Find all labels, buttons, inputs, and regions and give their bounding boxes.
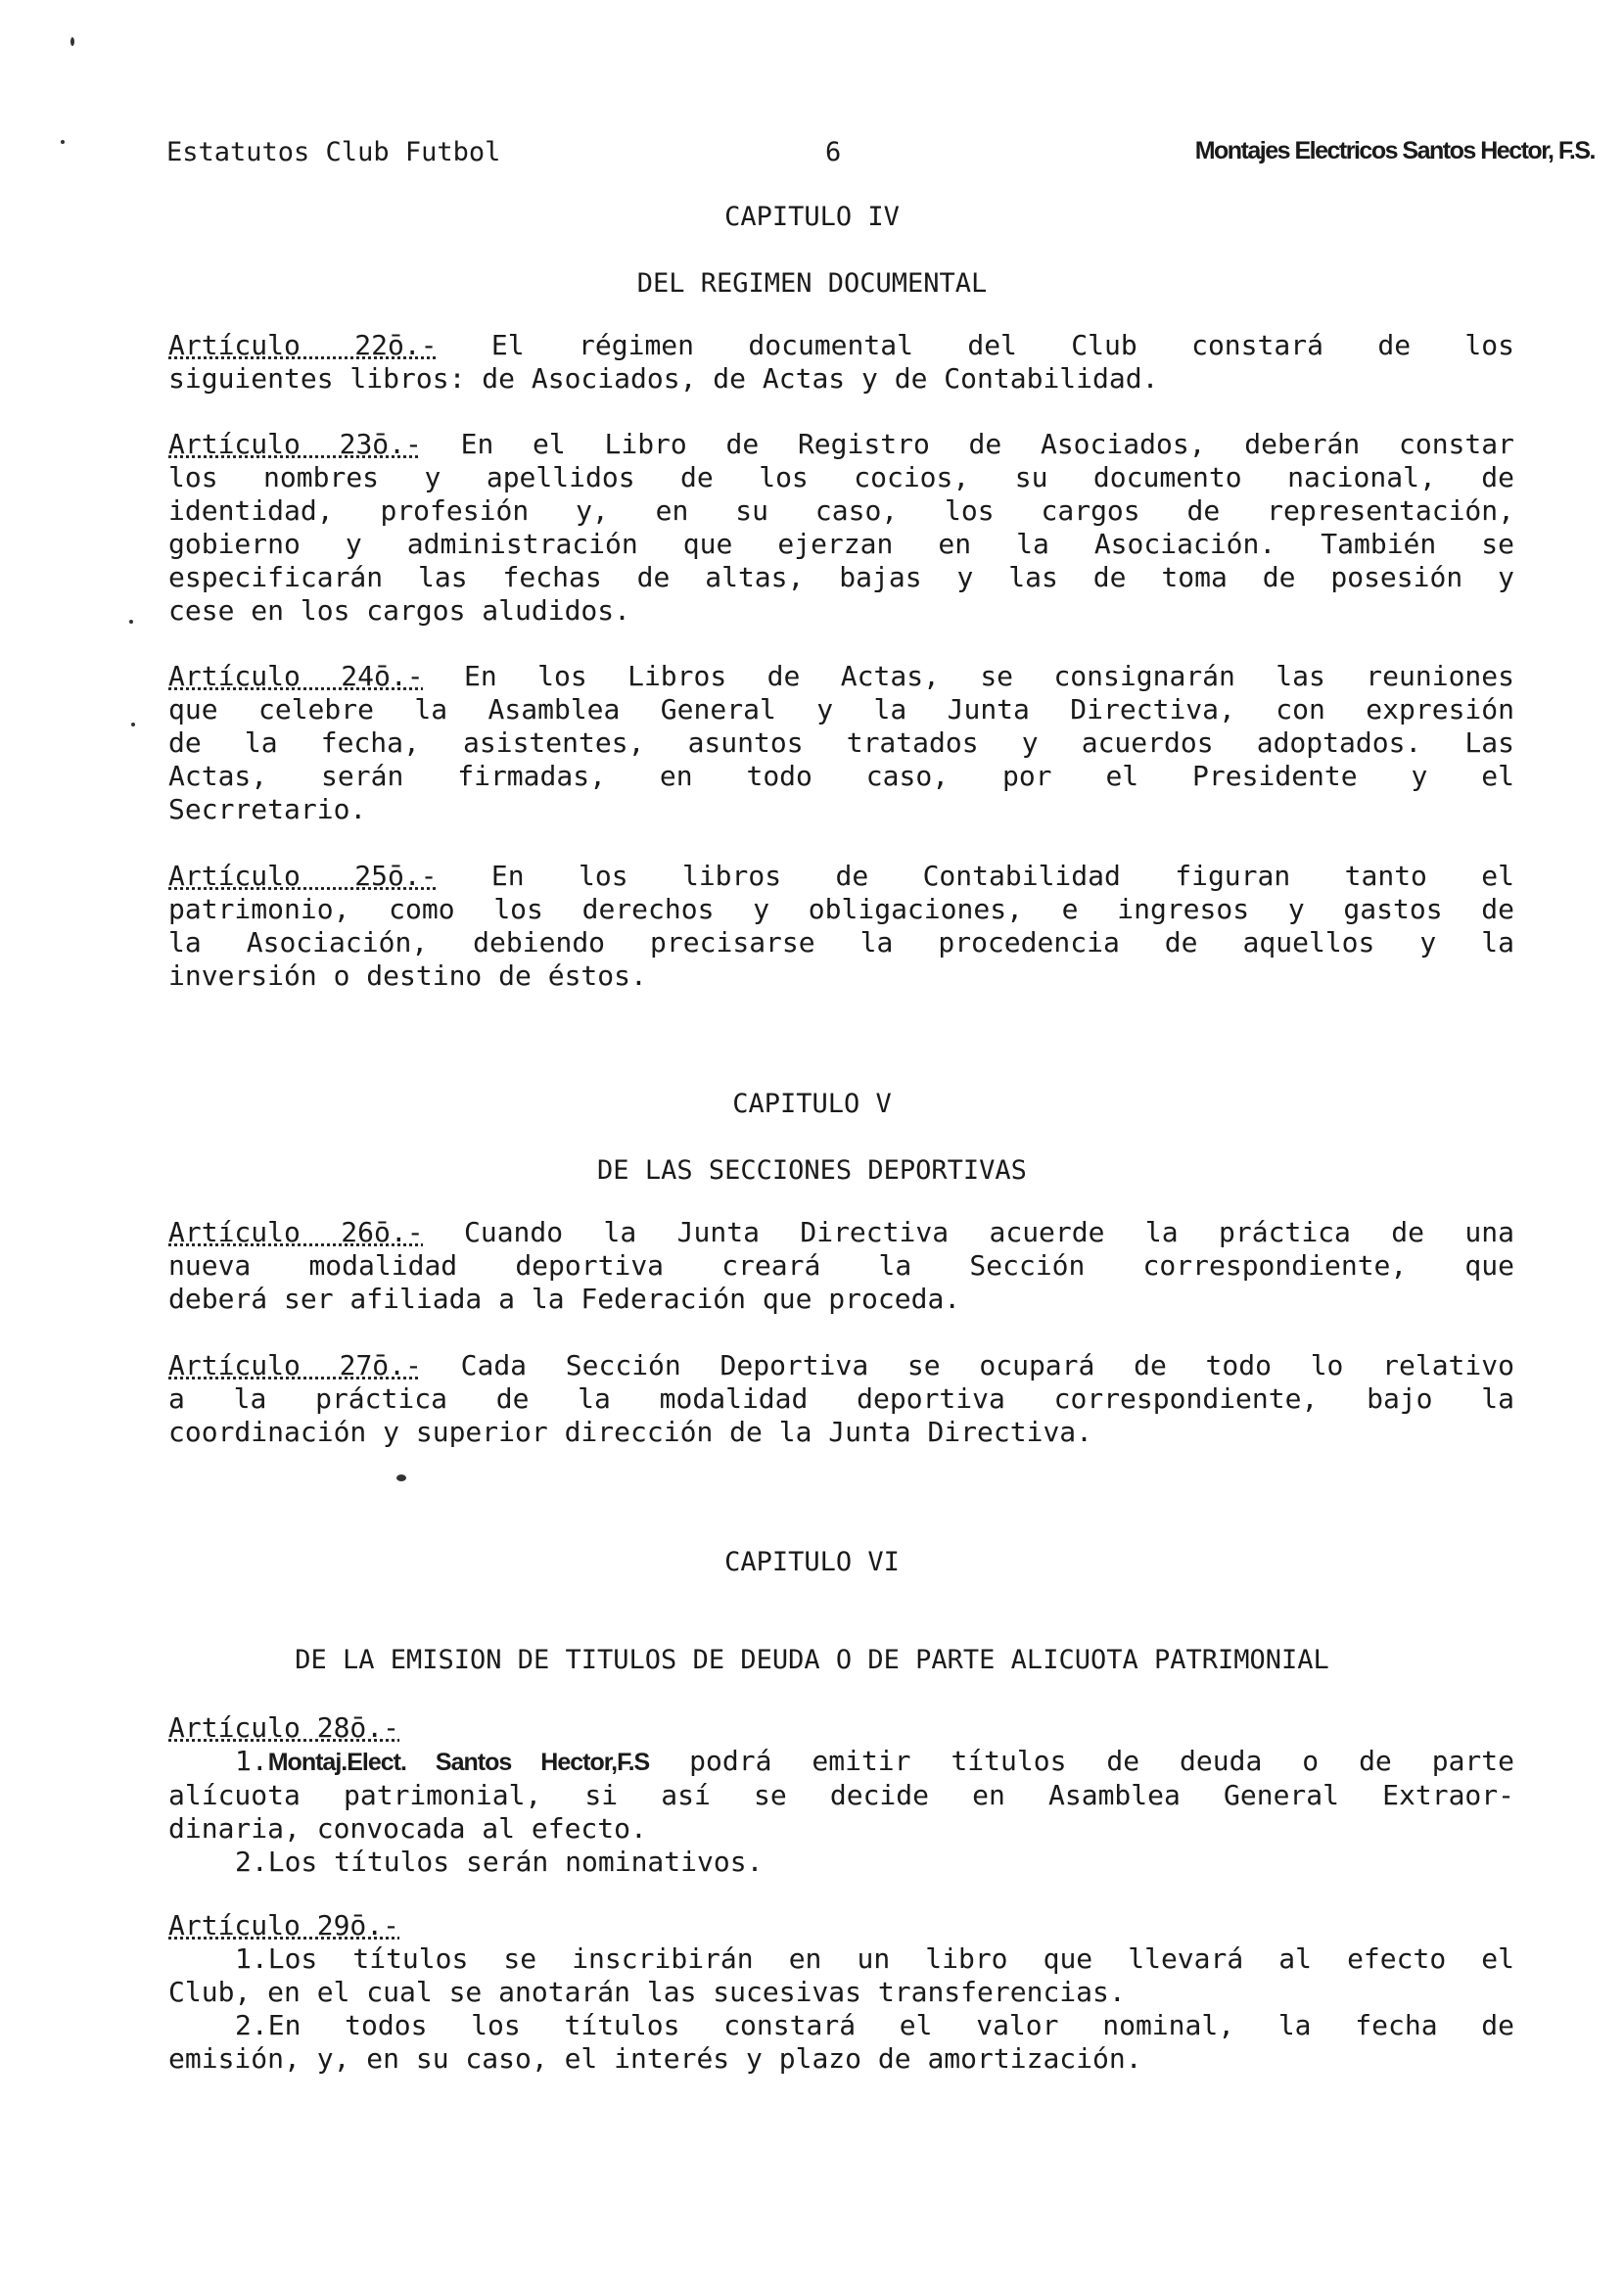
scan-speck bbox=[129, 620, 133, 624]
article-text: cese en los cargos aludidos. bbox=[168, 594, 631, 627]
article-text: 2.Los títulos serán nominativos. bbox=[235, 1846, 764, 1878]
article-text: Secrretario. bbox=[168, 793, 367, 825]
article-label: Artículo 24ō.- bbox=[168, 660, 424, 692]
article-text: 2.En todos los títulos constará el valor nominal, la fecha de bbox=[235, 2009, 1514, 2041]
article-label: Artículo 23ō.- bbox=[168, 428, 422, 460]
item-number: 1. bbox=[235, 1745, 268, 1777]
chapter-subtitle: DE LA EMISION DE TITULOS DE DEUDA O DE PARTE ALICUOTA PATRIMONIAL bbox=[295, 1645, 1329, 1675]
article-text: coordinación y superior dirección de la Junta Directiva. bbox=[168, 1416, 1093, 1448]
running-header-entity: Montajes Electricos Santos Hector, F.S. bbox=[1194, 137, 1595, 164]
article-text: deberá ser afiliada a la Federación que proceda. bbox=[168, 1283, 961, 1315]
chapter-subtitle: DEL REGIMEN DOCUMENTAL bbox=[636, 268, 988, 299]
chapter-title: CAPITULO V bbox=[732, 1089, 892, 1119]
article-27 bbox=[168, 1349, 1514, 1449]
article-text: dinaria, convocada al efecto. bbox=[168, 1812, 647, 1845]
article-label: Artículo 25ō.- bbox=[168, 860, 438, 892]
scan-speck bbox=[70, 37, 74, 46]
chapter-title: CAPITULO VI bbox=[724, 1547, 900, 1577]
article-text: de la fecha, asistentes, asuntos tratados y acuerdos adoptados. Las bbox=[168, 726, 1514, 759]
article-text: que celebre la Asamblea General y la Junta Directiva, con expresión bbox=[168, 693, 1514, 725]
entity-name: Montaj.Elect. Santos Hector,F.S bbox=[267, 1749, 650, 1776]
article-label: Artículo 29ō.- bbox=[168, 1909, 400, 1941]
article-text: siguientes libros: de Asociados, de Actas y de Contabilidad. bbox=[168, 362, 1159, 395]
article-28 bbox=[168, 1711, 1514, 1879]
article-text: Actas, serán firmadas, en todo caso, por el Presidente y el bbox=[168, 760, 1514, 792]
article-label: Artículo 26ō.- bbox=[168, 1216, 424, 1248]
article-25 bbox=[168, 860, 1514, 993]
article-24 bbox=[168, 660, 1514, 826]
article-text: 1.Los títulos se inscribirán en un libro que llevará al efecto el bbox=[235, 1942, 1514, 1975]
article-text: a la práctica de la modalidad deportiva correspondiente, bajo la bbox=[168, 1382, 1514, 1415]
article-label: Artículo 27ō.- bbox=[168, 1349, 422, 1381]
page-number: 6 bbox=[825, 137, 842, 167]
article-text: Cuando la Junta Directiva acuerde la práctica de una bbox=[463, 1216, 1514, 1248]
article-text: la Asociación, debiendo precisarse la procedencia de aquellos y la bbox=[168, 926, 1514, 959]
article-text: En los libros de Contabilidad figuran tanto el bbox=[490, 860, 1514, 892]
article-text: podrá emitir títulos de deuda o de parte bbox=[689, 1745, 1515, 1777]
article-text: identidad, profesión y, en su caso, los cargos de representación, bbox=[168, 494, 1514, 527]
scan-speck bbox=[131, 723, 135, 726]
chapter-subtitle: DE LAS SECCIONES DEPORTIVAS bbox=[597, 1155, 1027, 1186]
article-text: Club, en el cual se anotarán las sucesivas transferencias. bbox=[168, 1976, 1126, 2008]
article-label: Artículo 22ō.- bbox=[168, 329, 438, 361]
article-22 bbox=[168, 329, 1514, 396]
article-text: En los Libros de Actas, se consignarán las reuniones bbox=[463, 660, 1514, 692]
scan-speck bbox=[396, 1474, 406, 1481]
article-text: alícuota patrimonial, si así se decide en Asamblea General Extraor- bbox=[168, 1779, 1514, 1811]
article-text: nueva modalidad deportiva creará la Sección correspondiente, que bbox=[168, 1249, 1514, 1282]
scan-speck bbox=[61, 140, 65, 144]
article-label: Artículo 28ō.- bbox=[168, 1711, 400, 1744]
article-23 bbox=[168, 428, 1514, 628]
article-text: Cada Sección Deportiva se ocupará de todo lo relativo bbox=[460, 1349, 1514, 1381]
article-text: En el Libro de Registro de Asociados, deberán constar bbox=[460, 428, 1514, 460]
chapter-title: CAPITULO IV bbox=[724, 202, 900, 232]
article-text: emisión, y, en su caso, el interés y plazo de amortización. bbox=[168, 2042, 1142, 2075]
article-text: inversión o destino de éstos. bbox=[168, 959, 647, 992]
article-29 bbox=[168, 1909, 1514, 2076]
article-text: El régimen documental del Club constará de los bbox=[490, 329, 1514, 361]
article-text: patrimonio, como los derechos y obligaciones, e ingresos y gastos de bbox=[168, 893, 1514, 925]
running-header-title: Estatutos Club Futbol bbox=[166, 137, 501, 167]
article-text: los nombres y apellidos de los cocios, su documento nacional, de bbox=[168, 461, 1514, 493]
article-26 bbox=[168, 1216, 1514, 1316]
article-text: especificarán las fechas de altas, bajas y las de toma de posesión y bbox=[168, 561, 1514, 593]
article-text: gobierno y administración que ejerzan en la Asociación. También se bbox=[168, 528, 1514, 560]
